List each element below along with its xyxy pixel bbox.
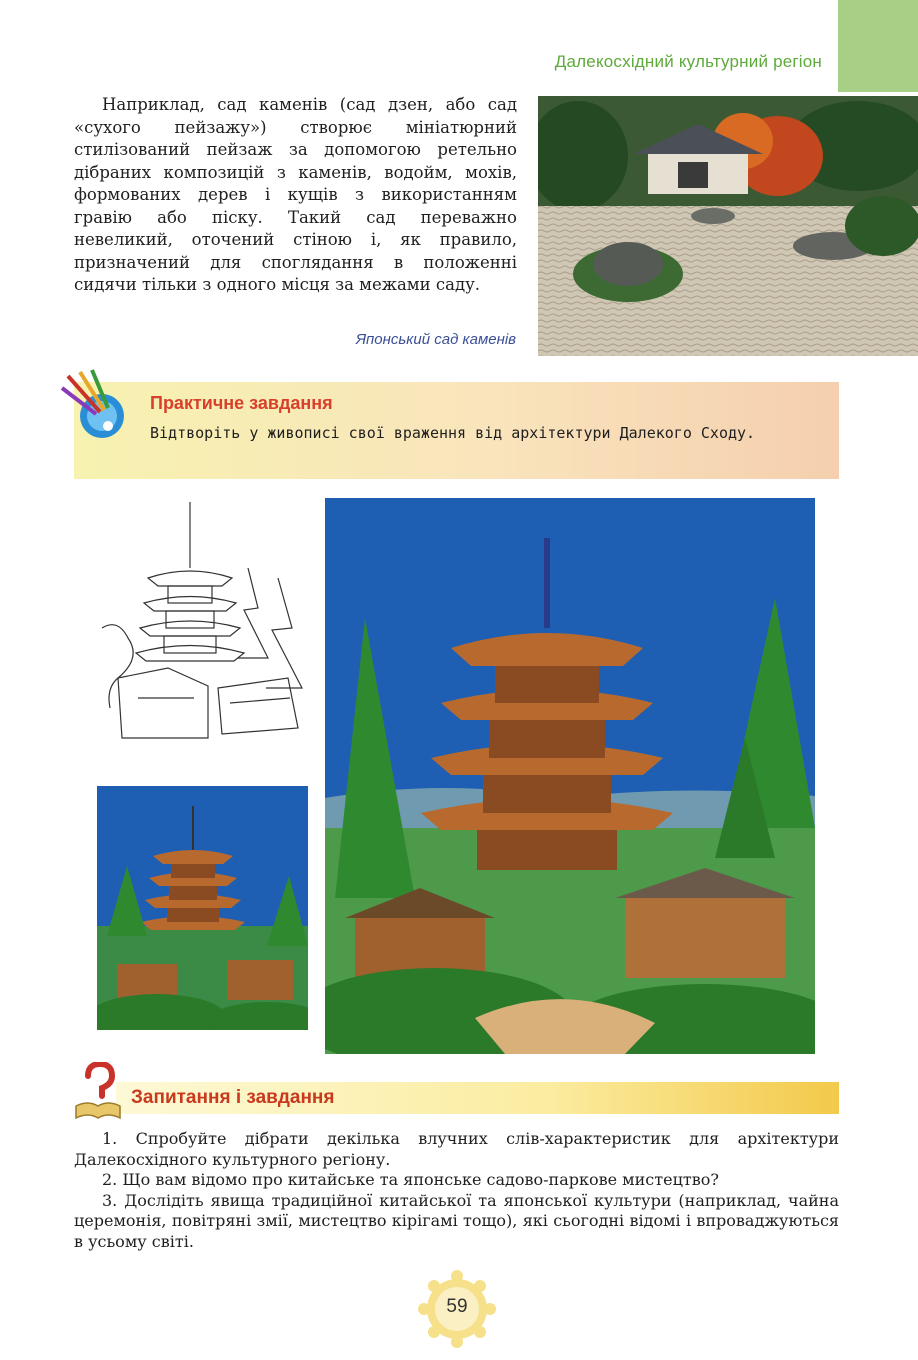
- page-number: 59: [446, 1296, 468, 1317]
- pagoda-sketch: [98, 498, 312, 754]
- question-item: 2. Що вам відомо про китайське та японське садово-паркове мистецтво?: [102, 1170, 719, 1189]
- running-title: Далекосхідний культурний регіон: [554, 52, 822, 71]
- practical-task-title: Практичне завдання: [150, 393, 333, 413]
- questions-list: [74, 1129, 839, 1252]
- palette-brushes-icon: [56, 366, 134, 444]
- question-item: 3. Дослідіть явища традиційної китайської та японської культури (наприклад, чайна церемонія, повітряні змії, мистецтво кірігамі тощо), які сьогодні відомі і впроваджуються в усьому світі.: [74, 1190, 839, 1251]
- question-item: 1. Спробуйте дібрати декілька влучних слів-характеристик для архітектури Далекосхідного культурного регіону.: [74, 1129, 839, 1169]
- pagoda-painting-small: [97, 786, 308, 1030]
- practical-task-text: Відтворіть у живописі свої враження від архітектури Далекого Сходу.: [150, 424, 756, 442]
- intro-paragraph: Наприклад, сад каменів (сад дзен, або сад «сухого пейзажу») створює мініатюрний стилізований пейзаж за допомогою ретельно дібраних композицій з каменів, водойм, мохів, формованих дерев і кущів з використанням гравію або піску. Такий сад переважно невеликий, оточений стіною і, як правило, призначений для споглядання в положенні сидячи тільки з одного місця за межами саду.: [74, 95, 517, 294]
- section-color-tab: [838, 0, 918, 92]
- questions-title: Запитання і завдання: [131, 1087, 335, 1108]
- question-book-icon: [74, 1062, 122, 1120]
- pagoda-painting-large: [325, 498, 815, 1054]
- photo-caption: Японський сад каменів: [355, 331, 516, 348]
- zen-garden-photo: [538, 96, 918, 356]
